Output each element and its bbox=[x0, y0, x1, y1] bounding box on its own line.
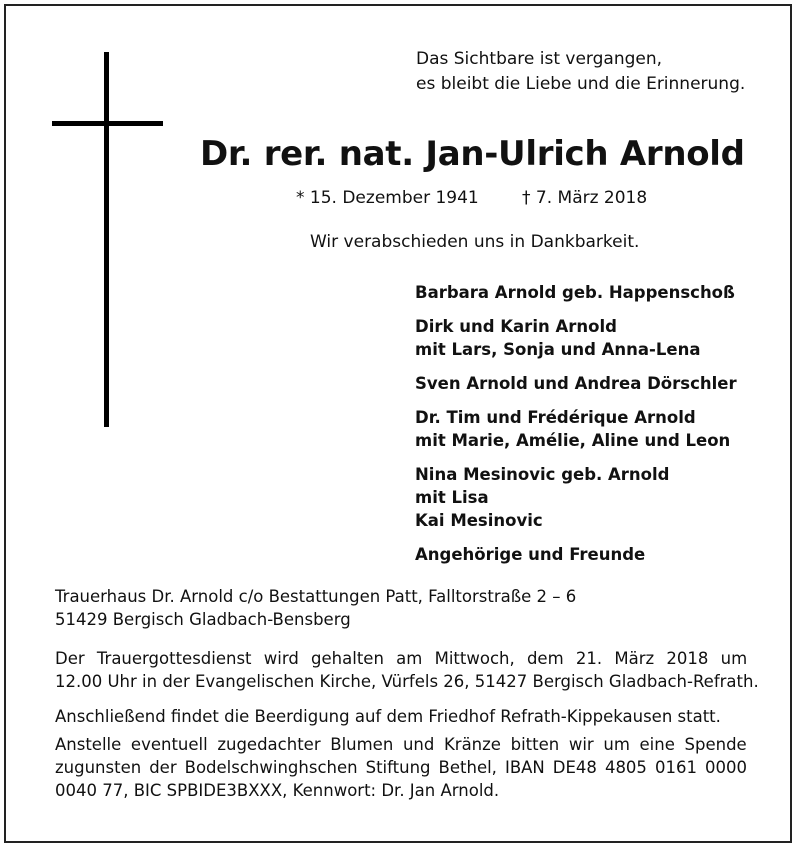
motto-line-1: Das Sichtbare ist vergangen, bbox=[416, 49, 663, 69]
death-date: † 7. März 2018 bbox=[522, 188, 648, 208]
address-line-1: Trauerhaus Dr. Arnold c/o Bestattungen Patt, Falltorstraße 2 – 6 bbox=[55, 587, 577, 606]
burial-info: Anschließend findet die Beerdigung auf dem Friedhof Refrath-Kippekausen statt. bbox=[55, 707, 721, 726]
mourner-group bbox=[415, 543, 785, 566]
service-line-2: 12.00 Uhr in der Evangelischen Kirche, Vürfels 26, 51427 Bergisch Gladbach-Refrath. bbox=[55, 672, 759, 691]
mourning-house-address bbox=[55, 585, 747, 631]
cross-horizontal-bar bbox=[52, 121, 163, 126]
farewell-text: Wir verabschieden uns in Dankbarkeit. bbox=[310, 232, 640, 252]
mourner-line: Dirk und Karin Arnold bbox=[415, 317, 617, 336]
donation-line-2: zugunsten der Bodelschwinghschen Stiftung Bethel, IBAN DE48 4805 0161 0000 bbox=[55, 758, 747, 777]
mourner-line: Sven Arnold und Andrea Dörschler bbox=[415, 374, 737, 393]
mourner-group bbox=[415, 372, 785, 395]
motto-verse bbox=[416, 47, 786, 97]
mourner-group bbox=[415, 315, 785, 361]
mourner-line: Angehörige und Freunde bbox=[415, 545, 646, 564]
cross-vertical-bar bbox=[104, 52, 109, 427]
mourner-line: Dr. Tim und Frédérique Arnold bbox=[415, 408, 696, 427]
service-line-1: Der Trauergottesdienst wird gehalten am Mittwoch, dem 21. März 2018 um bbox=[55, 649, 748, 668]
mourner-line: mit Lisa bbox=[415, 488, 489, 507]
mourner-group bbox=[415, 406, 785, 452]
mourner-line: Kai Mesinovic bbox=[415, 511, 543, 530]
donation-line-3: 0040 77, BIC SPBIDE3BXXX, Kennwort: Dr. Jan Arnold. bbox=[55, 781, 500, 800]
motto-line-2: es bleibt die Liebe und die Erinnerung. bbox=[416, 74, 746, 94]
deceased-name: Dr. rer. nat. Jan-Ulrich Arnold bbox=[200, 134, 745, 174]
mourner-line: mit Lars, Sonja und Anna-Lena bbox=[415, 340, 701, 359]
address-line-2: 51429 Bergisch Gladbach-Bensberg bbox=[55, 610, 351, 629]
birth-date: * 15. Dezember 1941 bbox=[296, 188, 479, 208]
funeral-service-info bbox=[55, 647, 759, 693]
mourner-line: Barbara Arnold geb. Happenschoß bbox=[415, 283, 735, 302]
donation-line-1: Anstelle eventuell zugedachter Blumen und Kränze bitten wir um eine Spende bbox=[55, 735, 747, 754]
mourner-group bbox=[415, 463, 785, 532]
mourner-line: mit Marie, Amélie, Aline und Leon bbox=[415, 431, 731, 450]
mourner-line: Nina Mesinovic geb. Arnold bbox=[415, 465, 670, 484]
mourner-group bbox=[415, 281, 785, 304]
donation-request bbox=[55, 733, 747, 802]
mourners-list bbox=[415, 281, 785, 577]
